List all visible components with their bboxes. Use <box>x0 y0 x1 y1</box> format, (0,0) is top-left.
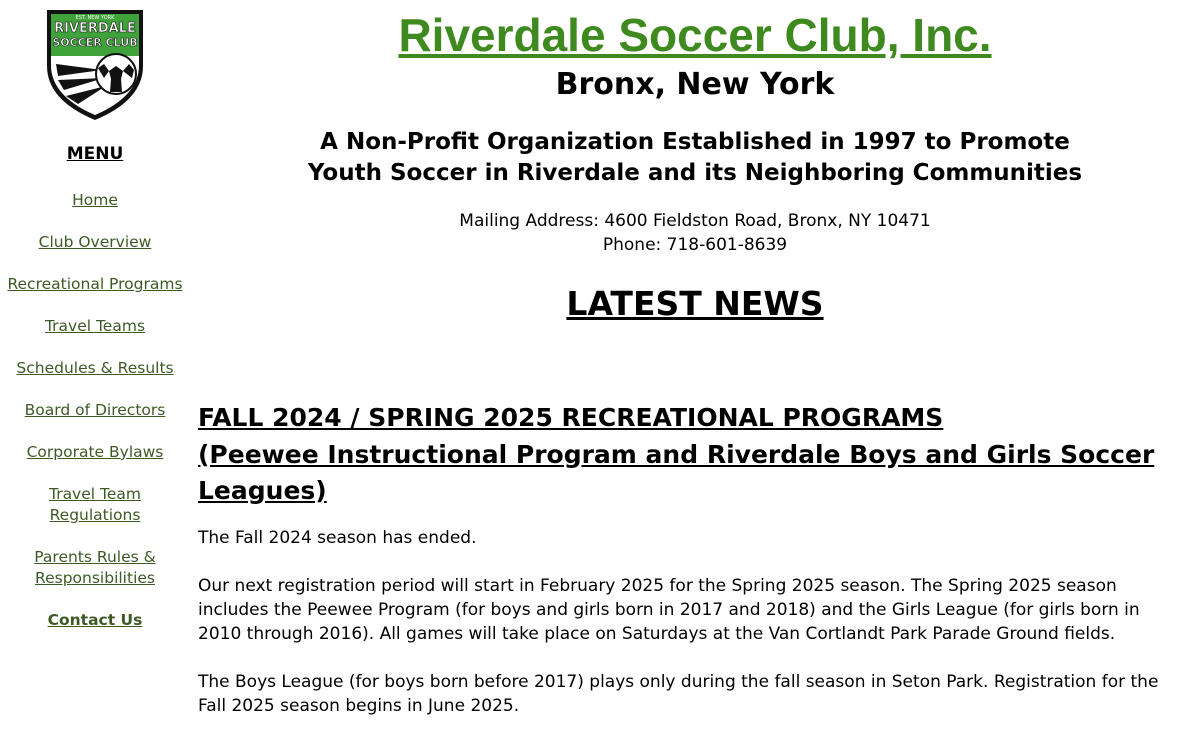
nav-club-overview[interactable]: Club Overview <box>38 233 152 251</box>
nav-parents-rules-line2: Responsibilities <box>35 569 155 587</box>
logo-top-text: EST. NEW YORK <box>75 15 115 21</box>
article-title[interactable] <box>198 403 1154 505</box>
menu-title: MENU <box>66 144 124 164</box>
nav-travel-teams[interactable]: Travel Teams <box>44 317 146 335</box>
article-title-line1: FALL 2024 / SPRING 2025 RECREATIONAL PROGRAMS <box>198 403 944 432</box>
news-article <box>198 400 1183 718</box>
article-paragraph: Our next registration period will start in February 2025 for the Spring 2025 season. The Spring 2025 season includes the Peewee Program (for boys and girls born in 2017 and 2018) and the Girls League (for girls born in 2010 through 2016). All games will take place on Saturdays at the Van Cortlandt Park Parade Ground fields. <box>198 575 1140 644</box>
logo-line1: RIVERDALE <box>54 21 136 36</box>
nav-home[interactable]: Home <box>72 191 118 209</box>
nav-parents-rules[interactable] <box>0 547 190 589</box>
nav-corporate-bylaws[interactable]: Corporate Bylaws <box>26 443 164 461</box>
article-paragraph: The Boys League (for boys born before 2017) plays only during the fall season in Seton Park. Registration for the Fall 2025 season begins in June 2025. <box>198 671 1159 716</box>
nav-travel-team-regulations-line2: Regulations <box>49 506 141 524</box>
phone-number: Phone: 718-601-8639 <box>602 235 788 255</box>
club-logo[interactable] <box>44 8 146 122</box>
mission-statement <box>190 127 1200 189</box>
soccer-shield-logo-icon <box>44 8 146 122</box>
nav-recreational-programs[interactable]: Recreational Programs <box>7 275 183 293</box>
nav-travel-team-regulations[interactable] <box>0 484 190 526</box>
nav-contact-us[interactable]: Contact Us <box>47 611 143 629</box>
nav-board-of-directors[interactable]: Board of Directors <box>24 401 166 419</box>
site-subtitle: Bronx, New York <box>555 67 835 102</box>
latest-news-heading: LATEST NEWS <box>566 284 824 323</box>
contact-info <box>190 209 1200 257</box>
mission-line2: Youth Soccer in Riverdale and its Neighboring Communities <box>307 160 1083 186</box>
site-title[interactable]: Riverdale Soccer Club, Inc. <box>398 9 992 61</box>
nav-schedules-results[interactable]: Schedules & Results <box>16 359 174 377</box>
mailing-address: Mailing Address: 4600 Fieldston Road, Bronx, NY 10471 <box>459 211 931 231</box>
article-title-line3: Leagues) <box>198 476 327 505</box>
nav-travel-team-regulations-line1: Travel Team <box>49 485 141 503</box>
logo-line2: SOCCER CLUB <box>52 36 138 49</box>
nav-parents-rules-line1: Parents Rules & <box>34 548 156 566</box>
article-paragraph: The Fall 2024 season has ended. <box>198 527 477 548</box>
article-title-line2: (Peewee Instructional Program and Riverdale Boys and Girls Soccer <box>198 439 1155 469</box>
mission-line1: A Non-Profit Organization Established in 1997 to Promote <box>320 129 1070 155</box>
